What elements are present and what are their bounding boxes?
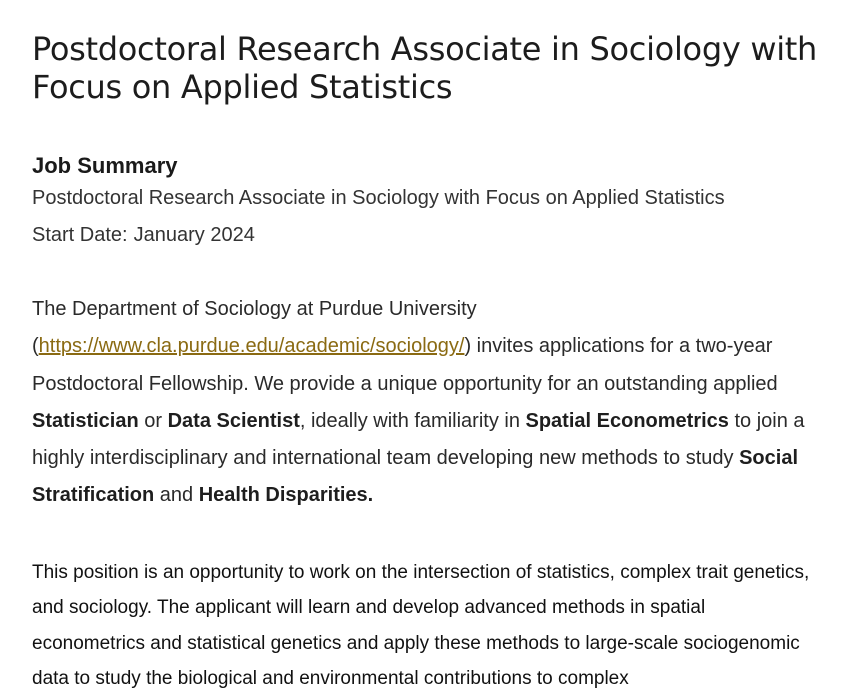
intro-paragraph [32, 291, 822, 515]
bold-statistician: Statistician [32, 409, 139, 432]
job-summary-heading: Job Summary [32, 153, 178, 178]
start-date [32, 217, 822, 254]
intro-text-and: and [154, 484, 199, 507]
bold-social-stratification: Social Stratification [32, 447, 799, 507]
page-title: Postdoctoral Research Associate in Sociology with Focus on Applied Statistics [32, 30, 818, 106]
position-paragraph: This position is an opportunity to work on the intersection of statistics, complex trait genetics, and sociology. The applicant will learn and develop advanced methods in spatial econometrics and statistical genetics and apply these methods to large-scale sociogenomic data to study the biological and environmental contributions to complex [32, 561, 810, 690]
job-summary-title: Postdoctoral Research Associate in Sociology with Focus on Applied Statistics [32, 187, 725, 209]
intro-text-after-link: ) invites applications for a two-year Postdoctoral Fellowship. We provide a unique opportunity for an outstanding applied [32, 335, 778, 395]
intro-text-familiarity: , ideally with familiarity in [299, 409, 526, 432]
bold-spatial-econometrics: Spatial Econometrics [525, 409, 729, 432]
sociology-department-link[interactable]: https://www.cla.purdue.edu/academic/sociology/ [38, 335, 465, 358]
intro-text-or: or [138, 409, 168, 432]
bold-data-scientist: Data Scientist [167, 409, 300, 432]
bold-health-disparities: Health Disparities. [198, 484, 374, 507]
start-date-value: January 2024 [133, 224, 255, 246]
job-posting [32, 30, 822, 697]
start-date-label: Start Date: [32, 224, 128, 246]
intro-text-before-link: The Department of Sociology at Purdue University ( [32, 298, 477, 358]
intro-text-join: to join a highly interdisciplinary and international team developing new methods to study [32, 409, 805, 470]
